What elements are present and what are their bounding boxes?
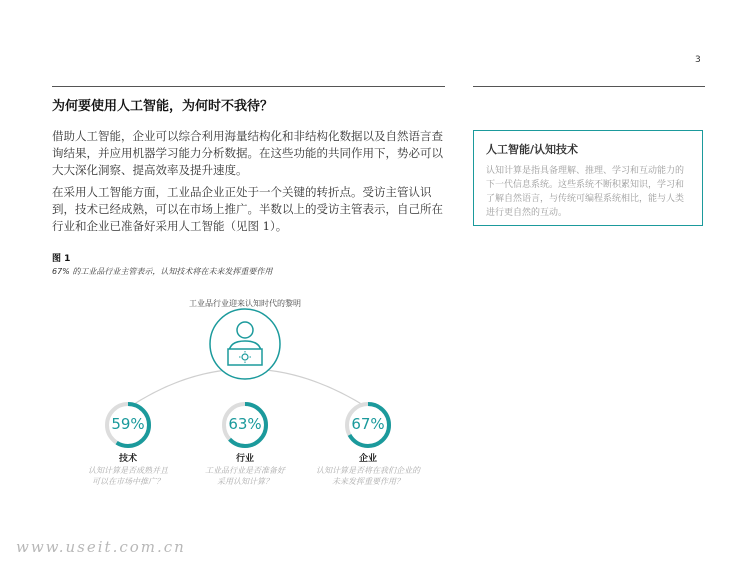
stat-industry-percent: 63%: [228, 415, 262, 433]
figure-label: 图 1: [52, 254, 71, 264]
watermark: www.useit.com.cn: [16, 538, 186, 556]
callout-title: 人工智能/认知技术: [486, 143, 579, 156]
stat-enterprise-percent: 67%: [351, 415, 385, 433]
page-number: 3: [695, 55, 701, 65]
body-paragraph-1: 借助人工智能，企业可以综合利用海量结构化和非结构化数据以及自然语言查询结果，并应用机器学习能力分析数据。在这些功能的共同作用下，势必可以大大深化洞察、提高效率及提升速度。: [52, 129, 443, 177]
section-title: 为何要使用人工智能，为何时不我待？: [52, 99, 274, 114]
body-paragraph-2: 在采用人工智能方面，工业品企业正处于一个关键的转折点。受访主管认识到，技术已经成熟，可以在市场上推广。半数以上的受访主管表示，自己所在行业和企业已准备好采用人工智能（见图 1）。: [52, 185, 443, 233]
figure-caption: 67% 的工业品行业主管表示，认知技术将在未来发挥重要作用: [52, 267, 273, 276]
stat-technology-label: 技术: [118, 454, 137, 464]
diagram-title: 工业品行业迎来认知时代的黎明: [189, 299, 301, 308]
callout-body: 认知计算是指具备理解、推理、学习和互动能力的下一代信息系统。这些系统不断积累知识，学习和了解自然语言，与传统可编程系统相比，能与人类进行更自然的互动。: [486, 166, 685, 218]
stat-technology-question: 认知计算是否成熟并且可以在市场中推广？: [88, 466, 168, 486]
stat-technology-percent: 59%: [111, 415, 145, 433]
stat-enterprise-label: 企业: [358, 454, 377, 464]
person-with-laptop-icon: [210, 309, 280, 379]
stat-industry-label: 行业: [235, 454, 254, 464]
stat-enterprise-question: 认知计算是否将在我们企业的未来发挥重要作用？: [316, 466, 420, 486]
stat-industry-question: 工业品行业是否准备好采用认知计算？: [205, 466, 285, 486]
